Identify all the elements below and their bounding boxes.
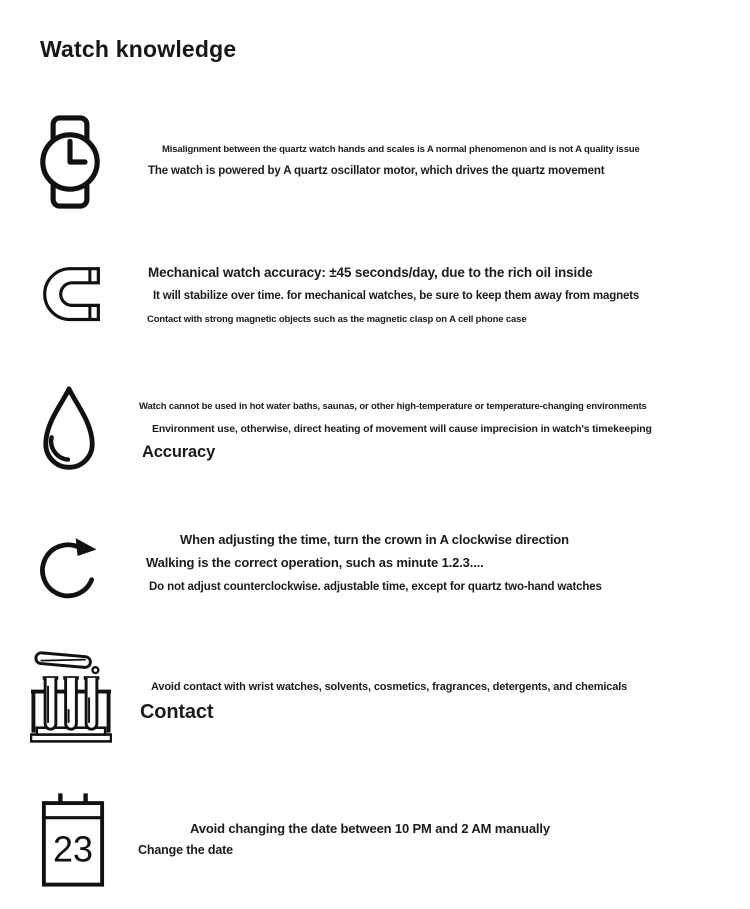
text-line: Avoid changing the date between 10 PM and 2 AM manually bbox=[190, 821, 550, 836]
water-drop-icon bbox=[38, 383, 100, 480]
calendar-icon bbox=[40, 790, 106, 888]
section-quartz-movement bbox=[138, 144, 640, 178]
page-title: Watch knowledge bbox=[40, 36, 237, 62]
text-line: It will stabilize over time. for mechanical watches, be sure to keep them away from magnets bbox=[153, 289, 640, 302]
section-heading: Accuracy bbox=[142, 443, 216, 461]
text-line: When adjusting the time, turn the crown in A clockwise direction bbox=[180, 532, 569, 547]
section-accuracy bbox=[138, 401, 652, 463]
magnet-icon bbox=[38, 264, 106, 328]
text-line: Change the date bbox=[138, 843, 233, 858]
text-line: The watch is powered by A quartz oscillator motor, which drives the quartz movement bbox=[148, 164, 605, 177]
text-line: Avoid contact with wrist watches, solvents, cosmetics, fragrances, detergents, and chemicals bbox=[151, 681, 628, 693]
text-line: Mechanical watch accuracy: ±45 seconds/day, due to the rich oil inside bbox=[148, 265, 593, 280]
test-tubes-icon bbox=[30, 646, 112, 745]
calendar-day-number: 23 bbox=[53, 828, 93, 870]
section-date-change bbox=[138, 821, 550, 859]
text-line: Walking is the correct operation, such as minute 1.2.3.... bbox=[146, 555, 484, 571]
wrist-watch-icon bbox=[40, 112, 100, 212]
clockwise-arrow-icon bbox=[36, 523, 104, 608]
text-line: Misalignment between the quartz watch hands and scales is A normal phenomenon and is not A quality issue bbox=[162, 144, 640, 155]
text-line: Environment use, otherwise, direct heating of movement will cause imprecision in watch's timekeeping bbox=[152, 422, 652, 435]
text-line: Do not adjust counterclockwise. adjustable time, except for quartz two-hand watches bbox=[149, 580, 602, 593]
text-line: Contact with strong magnetic objects such as the magnetic clasp on A cell phone case bbox=[147, 314, 527, 326]
section-contact bbox=[138, 681, 627, 725]
section-time-adjustment bbox=[138, 532, 602, 594]
section-heading: Contact bbox=[140, 700, 214, 723]
section-magnetism bbox=[138, 265, 639, 326]
text-line: Watch cannot be used in hot water baths, saunas, or other high-temperature or temperature-changing environments bbox=[139, 401, 647, 412]
